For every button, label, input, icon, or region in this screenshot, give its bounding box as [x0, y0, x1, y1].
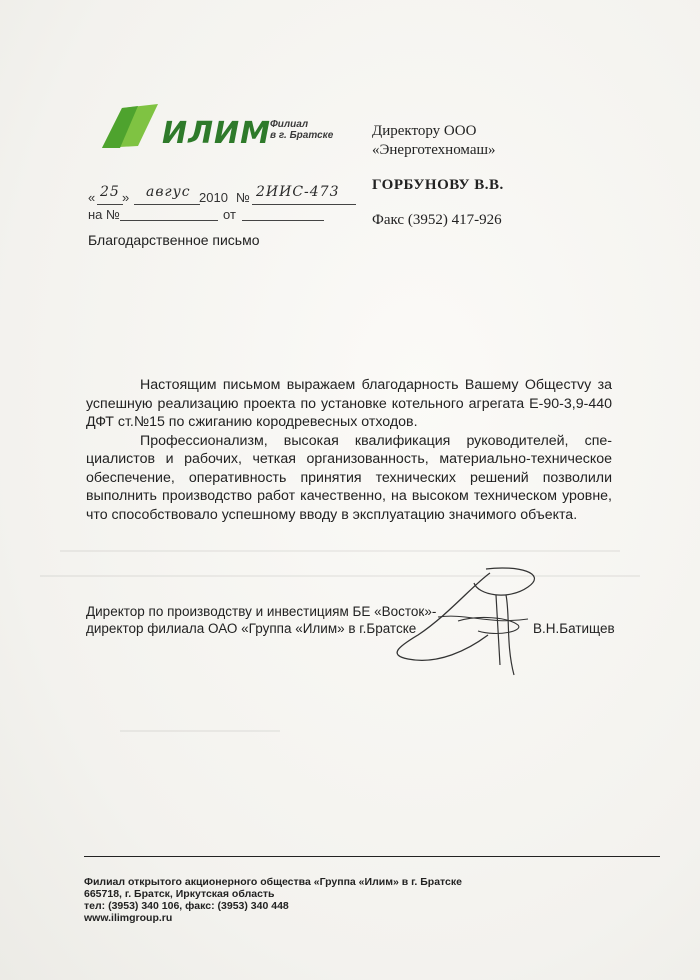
date-year: 2010 [199, 190, 228, 205]
signatory-name: В.Н.Батищев [533, 621, 615, 636]
footer-company: Филиал открытого акционерного общества «Группа «Илим» в г. Братске [84, 876, 462, 888]
footer-address: 665718, г. Братск, Иркутская область [84, 888, 275, 900]
date-quote-close: » [122, 190, 130, 205]
logo-name: ИЛИМ [162, 116, 271, 151]
logo-subtitle [270, 119, 333, 141]
date-day: 25 [100, 184, 120, 200]
on-number-line [120, 220, 218, 221]
body-paragraph-2: Профессионализм, высокая квалификация руководителей, специалистов и рабочих, четкая организованность, материально-техническое обеспечение, оперативность принятия технических решений позволили выполнить производство работ качественно, на высоком техническом уровне, что способствовало успешному вводу в эксплуатацию значимого объекта. [86, 432, 612, 523]
date-month-line [134, 204, 200, 205]
letter-number-line [252, 204, 356, 205]
signatory-position-2: директор филиала ОАО «Группа «Илим» в г.Братске [86, 621, 417, 636]
logo-sub-line1: Филиал [270, 119, 309, 130]
leaf-icon [98, 102, 162, 152]
from-line [242, 220, 324, 221]
from-label: от [223, 207, 236, 222]
signatory-position-1: Директор по производству и инвестициям БЕ «Восток»- [86, 604, 437, 619]
number-label: № [236, 190, 250, 205]
footer-divider [84, 856, 660, 857]
letter-body [86, 376, 612, 524]
date-quote-open: « [88, 190, 96, 205]
letter-subject: Благодарственное письмо [88, 232, 260, 248]
footer-website: www.ilimgroup.ru [84, 912, 173, 924]
addressee-name: ГОРБУНОВУ В.В. [372, 177, 504, 193]
on-number-label: на № [88, 207, 120, 222]
letter-number: 2ИИС-473 [256, 184, 340, 200]
footer-phone: тел: (3953) 340 106, факс: (3953) 340 448 [84, 900, 289, 912]
addressee-title: Директору ООО [372, 123, 477, 139]
addressee-company: «Энерготехномаш» [372, 142, 496, 158]
company-logo [98, 102, 348, 152]
logo-sub-line2: в г. Братске [270, 130, 334, 141]
date-month: авгус [146, 184, 191, 200]
addressee-fax: Факс (3952) 417-926 [372, 212, 502, 228]
date-day-line [97, 204, 123, 205]
scan-artifact [120, 730, 280, 732]
scan-artifact [60, 550, 620, 552]
body-paragraph-1: Настоящим письмом выражаем благодарность Вашему Общестvу за успешную реализацию проекта по установке котельного агрегата Е-90-3,9-440 ДФТ ст.№15 по сжиганию кородревесных отходов. [86, 377, 612, 430]
handwritten-signature [378, 555, 558, 690]
